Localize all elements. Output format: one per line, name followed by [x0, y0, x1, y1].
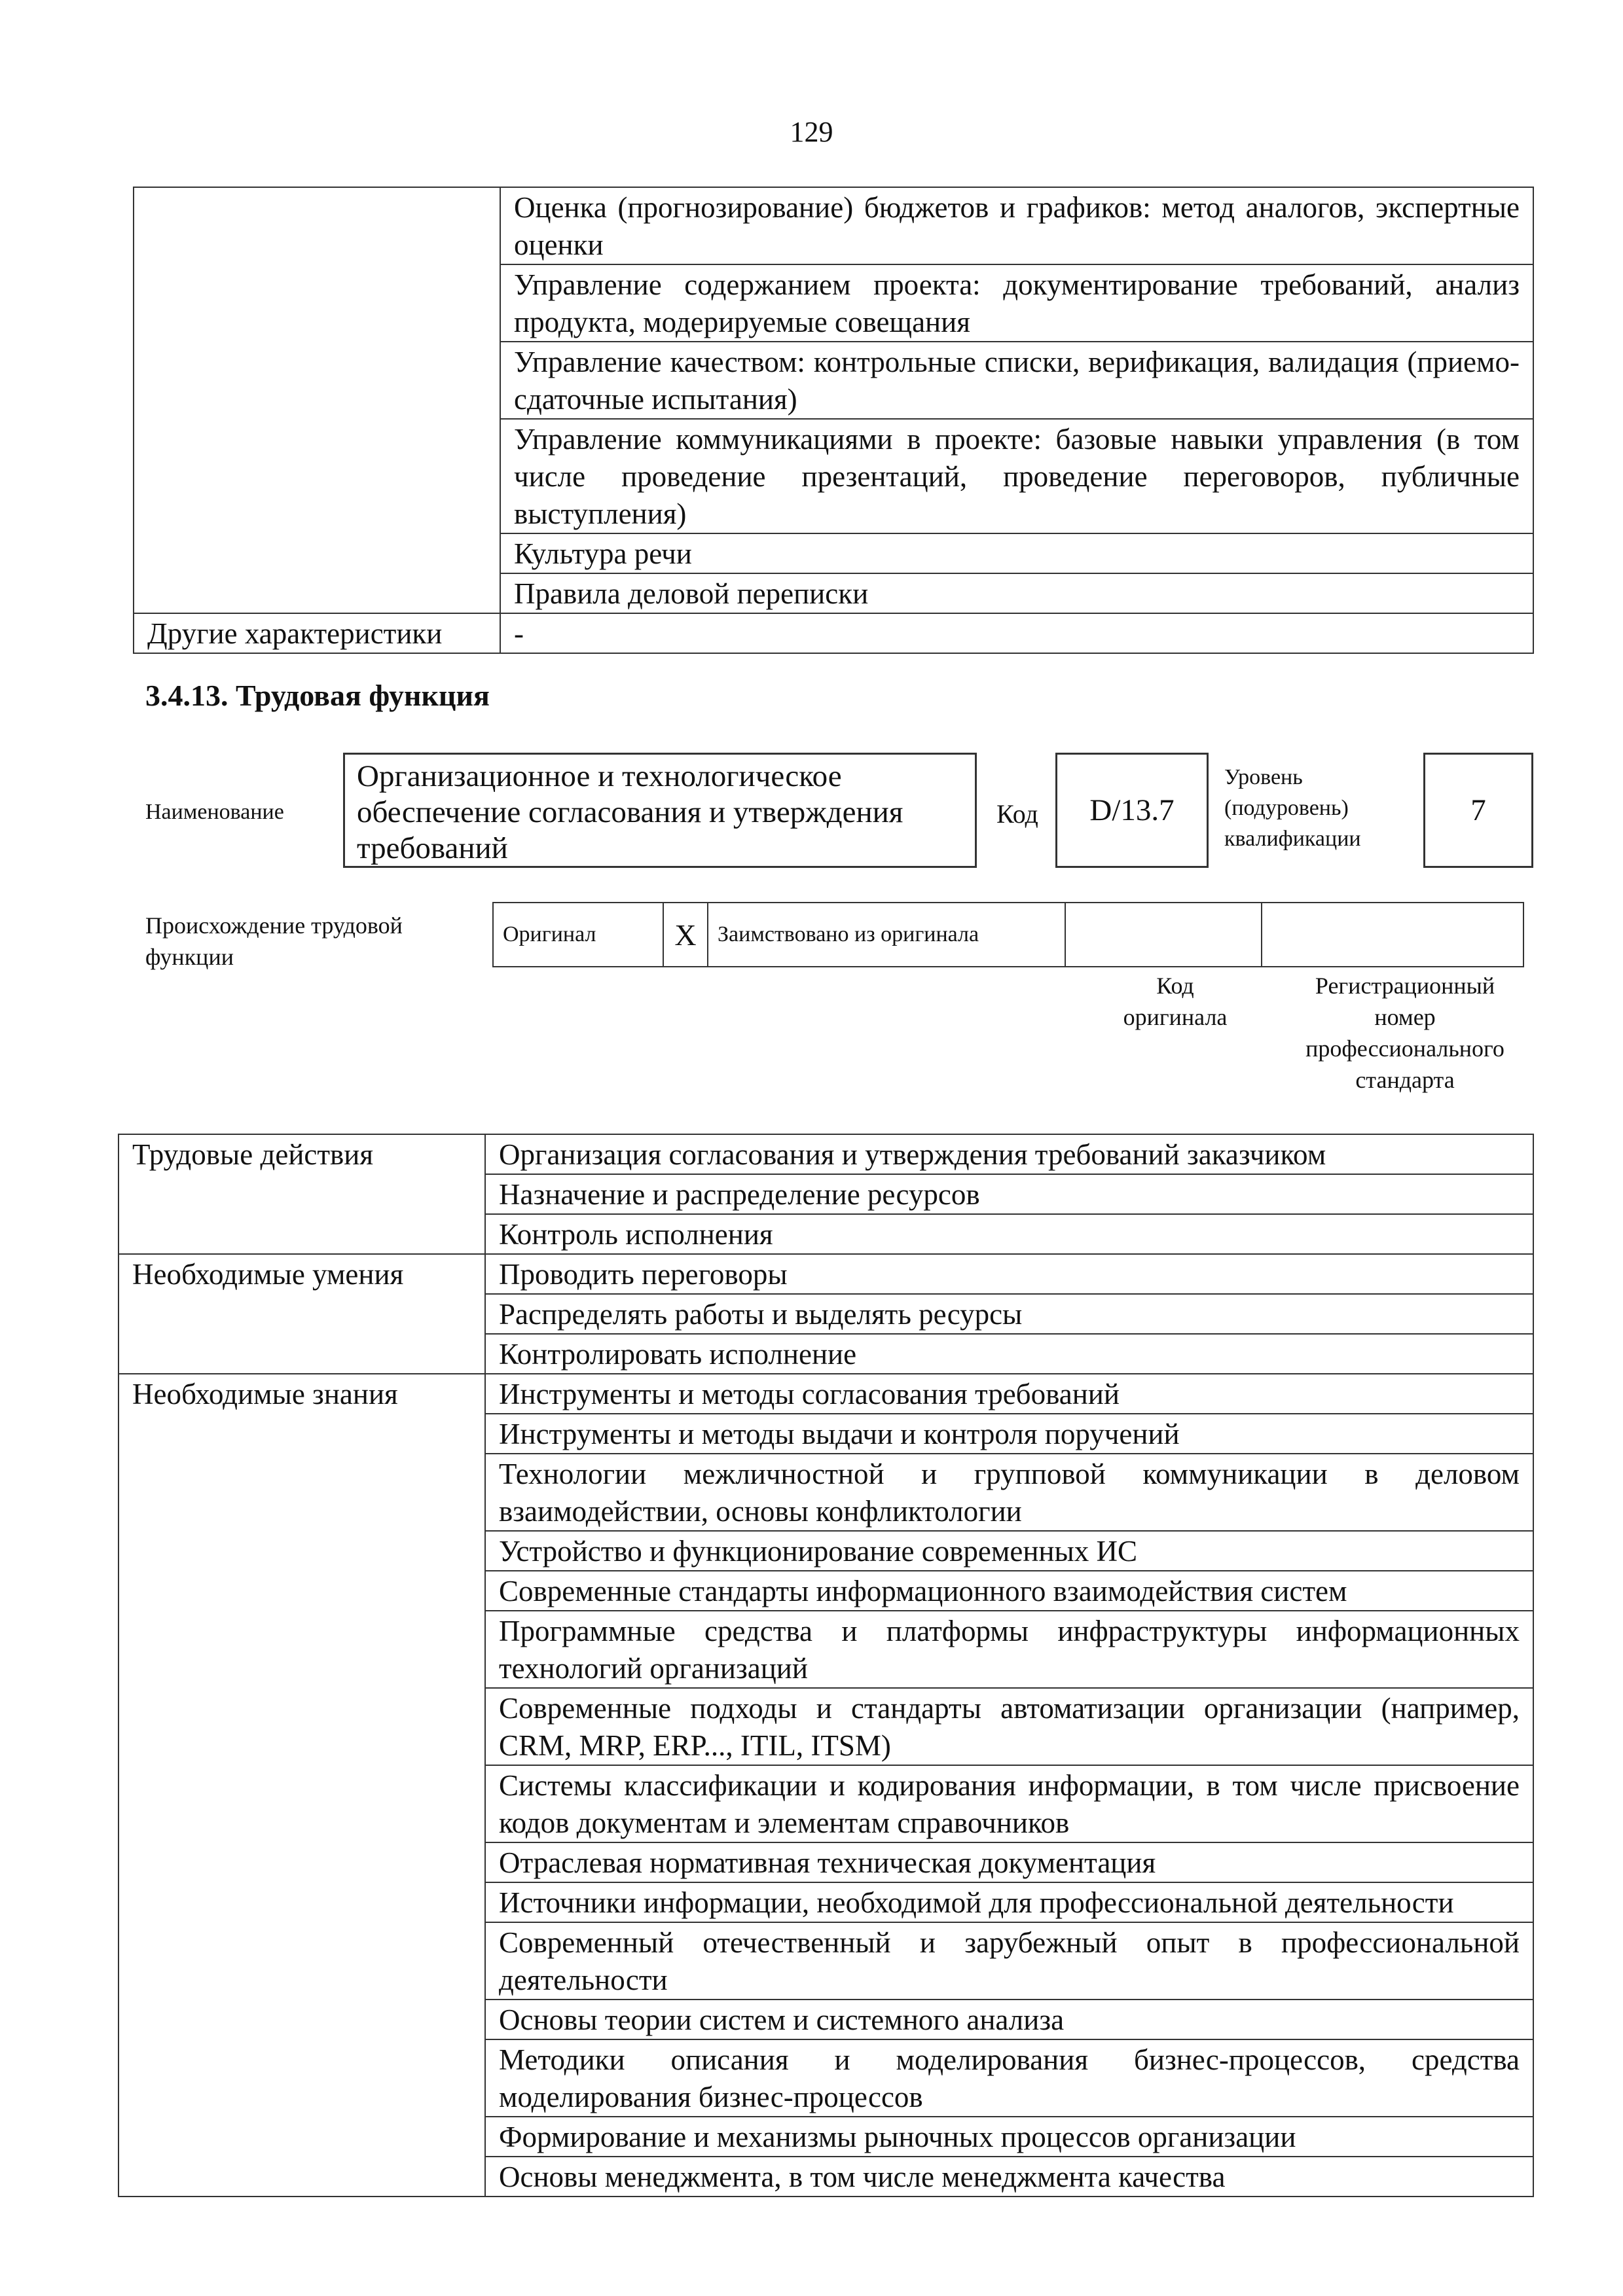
top-table	[133, 187, 1534, 654]
registration-number-caption	[1287, 970, 1523, 1096]
code-box: D/13.7	[1055, 753, 1209, 868]
origin-label-line: функции	[145, 944, 234, 970]
table-cell: Современные стандарты информационного взаимодействия систем	[485, 1571, 1533, 1611]
table-cell: Контроль исполнения	[485, 1214, 1533, 1254]
level-label-line: (подуровень)	[1224, 796, 1349, 820]
table-cell: Источники информации, необходимой для профессиональной деятельности	[485, 1882, 1533, 1922]
table-row	[493, 903, 1523, 967]
table-cell: Современный отечественный и зарубежный опыт в профессиональной деятельности	[485, 1922, 1533, 2000]
section-heading: 3.4.13. Трудовая функция	[145, 679, 490, 712]
name-label: Наименование	[145, 800, 284, 824]
knowledge-label: Необходимые знания	[119, 1374, 485, 2197]
table-row	[119, 1254, 1533, 1294]
table-row	[134, 187, 1533, 264]
table-cell: Проводить переговоры	[485, 1254, 1533, 1294]
table-cell: Управление содержанием проекта: документирование требований, анализ продукта, модерируемые совещания	[500, 264, 1533, 342]
registration-number-cell	[1262, 903, 1523, 967]
page-number: 129	[790, 116, 833, 148]
skills-label: Необходимые умения	[119, 1254, 485, 1374]
original-mark: X	[663, 903, 708, 967]
other-characteristics-label: Другие характеристики	[134, 613, 500, 653]
table-cell: Контролировать исполнение	[485, 1334, 1533, 1374]
table-cell: Методики описания и моделирования бизнес-процессов, средства моделирования бизнес-процессов	[485, 2039, 1533, 2117]
caption-line: номер	[1374, 1004, 1436, 1030]
table-cell: Распределять работы и выделять ресурсы	[485, 1294, 1533, 1334]
level-label-line: Уровень	[1224, 765, 1303, 789]
caption-line: профессионального	[1305, 1035, 1504, 1062]
details-table	[118, 1134, 1534, 2197]
name-box: Организационное и технологическое обеспечение согласования и утверждения требований	[343, 753, 977, 868]
original-code-caption	[1080, 970, 1270, 1033]
caption-line: стандарта	[1355, 1067, 1455, 1093]
table-row	[119, 1134, 1533, 1174]
original-code-cell	[1065, 903, 1262, 967]
original-label: Оригинал	[493, 903, 663, 967]
table-row	[119, 1374, 1533, 1414]
table-cell: Отраслевая нормативная техническая документация	[485, 1842, 1533, 1882]
table-cell: Устройство и функционирование современных ИС	[485, 1531, 1533, 1571]
level-label-line: квалификации	[1224, 827, 1361, 851]
table-cell: Системы классификации и кодирования информации, в том числе присвоение кодов документам и элементам справочников	[485, 1765, 1533, 1842]
origin-table	[492, 902, 1524, 967]
table-row	[134, 613, 1533, 653]
table-cell: Программные средства и платформы инфраструктуры информационных технологий организаций	[485, 1611, 1533, 1688]
other-characteristics-value: -	[500, 613, 1533, 653]
table-cell: Культура речи	[500, 533, 1533, 573]
borrowed-label: Заимствовано из оригинала	[708, 903, 1065, 967]
table-cell: Правила деловой переписки	[500, 573, 1533, 613]
table-cell: Оценка (прогнозирование) бюджетов и графиков: метод аналогов, экспертные оценки	[500, 187, 1533, 264]
table-cell: Основы теории систем и системного анализа	[485, 2000, 1533, 2039]
table-cell: Инструменты и методы выдачи и контроля поручений	[485, 1414, 1533, 1454]
table-cell: Основы менеджмента, в том числе менеджмента качества	[485, 2157, 1533, 2197]
table-cell: Технологии межличностной и групповой коммуникации в деловом взаимодействии, основы конфликтологии	[485, 1454, 1533, 1531]
origin-label-line: Происхождение трудовой	[145, 912, 403, 939]
table-cell: Формирование и механизмы рыночных процессов организации	[485, 2117, 1533, 2157]
level-box: 7	[1423, 753, 1533, 868]
table-cell: Назначение и распределение ресурсов	[485, 1174, 1533, 1214]
table-cell: Инструменты и методы согласования требований	[485, 1374, 1533, 1414]
caption-line: Регистрационный	[1315, 973, 1495, 999]
table-cell: Современные подходы и стандарты автоматизации организации (например, CRM, MRP, ERP..., ITIL, ITSM)	[485, 1688, 1533, 1765]
actions-label: Трудовые действия	[119, 1134, 485, 1254]
table-cell: Организация согласования и утверждения требований заказчиком	[485, 1134, 1533, 1174]
code-label: Код	[996, 799, 1038, 829]
caption-line: Код	[1156, 973, 1194, 999]
empty-label-cell	[134, 187, 500, 613]
caption-line: оригинала	[1123, 1004, 1228, 1030]
origin-label	[145, 910, 403, 973]
table-cell: Управление коммуникациями в проекте: базовые навыки управления (в том числе проведение презентаций, проведение переговоров, публичные выступления)	[500, 419, 1533, 533]
level-label	[1224, 762, 1361, 854]
table-cell: Управление качеством: контрольные списки, верификация, валидация (приемо-сдаточные испытания)	[500, 342, 1533, 419]
